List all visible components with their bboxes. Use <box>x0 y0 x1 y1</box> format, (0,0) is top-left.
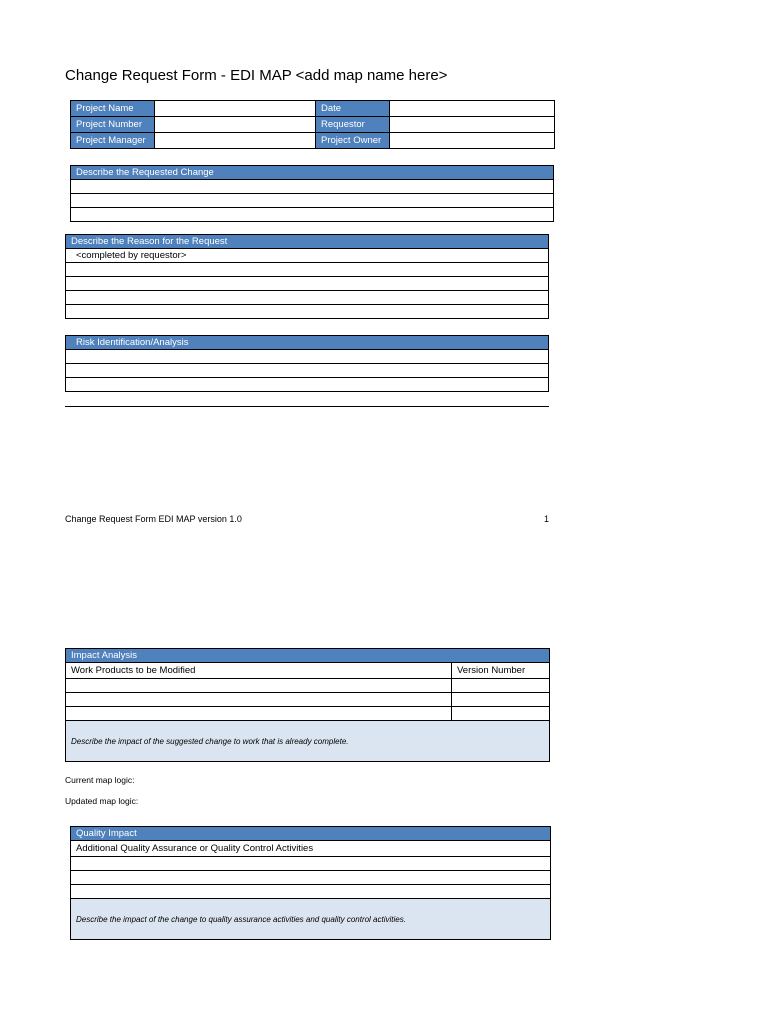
footer-version-text: Change Request Form EDI MAP version 1.0 <box>65 514 242 524</box>
project-manager-label: Project Manager <box>71 133 155 149</box>
project-number-label: Project Number <box>71 117 155 133</box>
reason-first-row[interactable]: <completed by requestor> <box>66 249 549 263</box>
quality-line[interactable] <box>71 871 551 885</box>
project-name-field[interactable] <box>155 101 316 117</box>
reason-table <box>65 234 549 319</box>
quality-impact-table <box>70 826 551 940</box>
project-manager-field[interactable] <box>155 133 316 149</box>
work-product-cell[interactable] <box>66 707 452 721</box>
requested-change-line[interactable] <box>71 208 554 222</box>
project-info-table <box>70 100 555 149</box>
quality-impact-header: Quality Impact <box>71 827 551 841</box>
risk-header: Risk Identification/Analysis <box>66 336 549 350</box>
table-row <box>71 101 555 117</box>
project-number-field[interactable] <box>155 117 316 133</box>
version-cell[interactable] <box>452 679 550 693</box>
risk-line[interactable] <box>66 378 549 392</box>
date-field[interactable] <box>390 101 555 117</box>
requested-change-line[interactable] <box>71 194 554 208</box>
project-owner-label: Project Owner <box>316 133 390 149</box>
quality-note[interactable]: Describe the impact of the change to quality assurance activities and quality control activities. <box>71 899 551 940</box>
current-map-logic-label: Current map logic: <box>65 775 135 785</box>
requested-change-header: Describe the Requested Change <box>71 166 554 180</box>
page-title: Change Request Form - EDI MAP <add map name here> <box>65 67 448 84</box>
table-row <box>71 117 555 133</box>
reason-line[interactable] <box>66 291 549 305</box>
reason-line[interactable] <box>66 263 549 277</box>
updated-map-logic-label: Updated map logic: <box>65 796 139 806</box>
quality-subheader: Additional Quality Assurance or Quality Control Activities <box>71 841 551 857</box>
requested-change-table <box>70 165 554 222</box>
reason-line[interactable] <box>66 305 549 319</box>
requestor-field[interactable] <box>390 117 555 133</box>
quality-line[interactable] <box>71 885 551 899</box>
table-row <box>71 133 555 149</box>
version-cell[interactable] <box>452 707 550 721</box>
project-name-label: Project Name <box>71 101 155 117</box>
risk-line[interactable] <box>66 350 549 364</box>
reason-line[interactable] <box>66 277 549 291</box>
impact-analysis-header: Impact Analysis <box>66 649 550 663</box>
reason-header: Describe the Reason for the Request <box>66 235 549 249</box>
footer-divider <box>65 406 549 407</box>
version-cell[interactable] <box>452 693 550 707</box>
work-products-column-header: Work Products to be Modified <box>66 663 452 679</box>
requested-change-line[interactable] <box>71 180 554 194</box>
page-number: 1 <box>543 514 549 524</box>
date-label: Date <box>316 101 390 117</box>
work-product-cell[interactable] <box>66 693 452 707</box>
requestor-label: Requestor <box>316 117 390 133</box>
version-number-column-header: Version Number <box>452 663 550 679</box>
impact-analysis-table <box>65 648 550 762</box>
risk-table <box>65 335 549 392</box>
quality-line[interactable] <box>71 857 551 871</box>
work-product-cell[interactable] <box>66 679 452 693</box>
project-owner-field[interactable] <box>390 133 555 149</box>
impact-note[interactable]: Describe the impact of the suggested change to work that is already complete. <box>66 721 550 762</box>
risk-line[interactable] <box>66 364 549 378</box>
